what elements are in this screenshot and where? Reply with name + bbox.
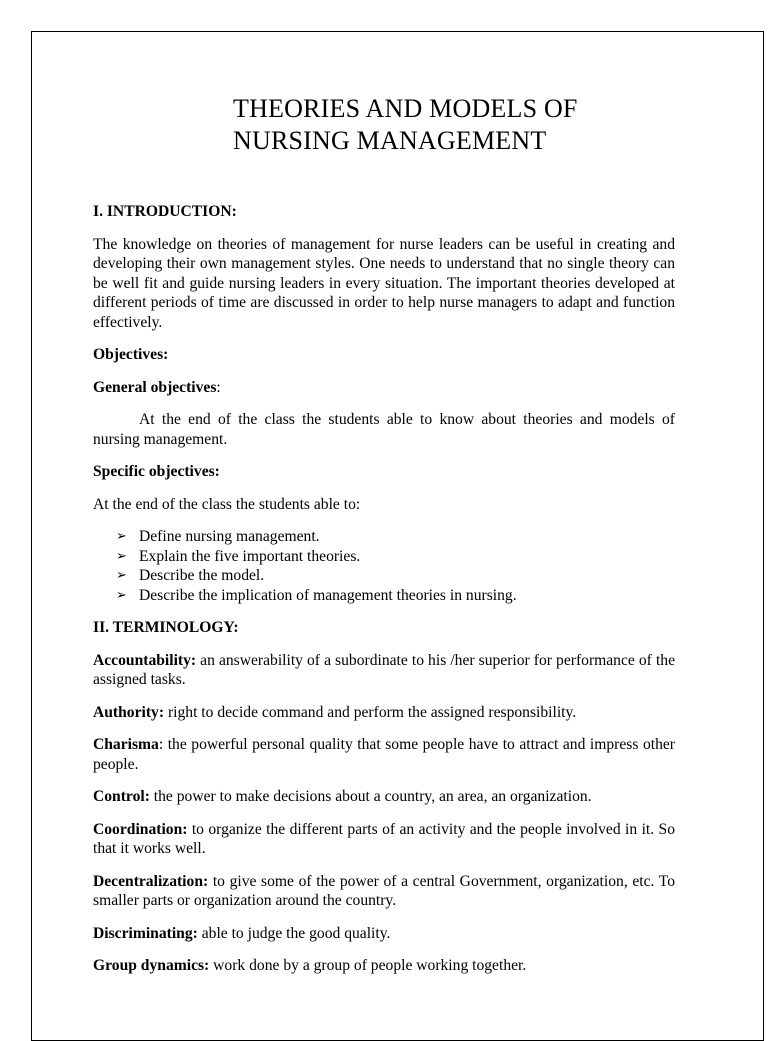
list-item-text: Explain the five important theories. [139,547,361,565]
term-entry [93,872,675,911]
arrowhead-bullet-icon: ➢ [116,529,127,544]
list-item [116,586,675,606]
list-item-text: Describe the implication of management theories in nursing. [139,586,517,604]
term-entry [93,651,675,690]
list-item-text: Describe the model. [139,567,265,584]
title-line-2: NURSING MANAGEMENT [233,126,547,155]
document-body [93,202,675,976]
title-line-1: THEORIES AND MODELS OF [233,94,578,123]
term-definition: : the powerful personal quality that some people have to attract and impress other people. [93,736,675,773]
page-title [233,93,693,157]
introduction-paragraph: The knowledge on theories of management for nurse leaders can be useful in creating and developing their own management styles. One needs to understand that no single theory can be well fit and guide nursing leaders in every situation. The important theories developed at different periods of time are discussed in order to help nurse managers to adapt and function effectively. [93,235,675,331]
general-objectives-colon: : [216,378,221,396]
term-label: Group dynamics: [93,957,210,974]
term-label: Discriminating: [93,924,198,942]
term-label: Charisma [93,736,159,753]
list-item [116,547,675,567]
term-label: Decentralization: [93,872,209,890]
term-definition: work done by a group of people working together. [209,957,527,974]
term-definition: to give some of the power of a central Government, organization, etc. To smaller parts or organization around the country. [93,872,675,909]
term-definition: to organize the different parts of an activity and the people involved in it. So that it works well. [93,820,675,857]
objectives-list [93,527,675,605]
terminology-heading: II. TERMINOLOGY: [93,619,239,636]
arrowhead-bullet-icon: ➢ [116,587,127,603]
general-objectives-text: At the end of the class the students able to know about theories and models of nursing management. [93,411,675,448]
term-label: Coordination: [93,820,188,838]
term-label: Accountability: [93,651,197,669]
term-entry [93,956,675,976]
term-label: Authority: [93,703,165,721]
term-definition: right to decide command and perform the assigned responsibility. [164,703,577,721]
term-entry [93,924,675,944]
list-item [116,527,675,547]
general-objectives-heading [93,378,675,398]
introduction-heading: I. INTRODUCTION: [93,203,237,220]
term-entry [93,820,675,859]
arrowhead-bullet-icon: ➢ [116,568,127,583]
arrowhead-bullet-icon: ➢ [116,548,127,564]
specific-objectives-heading: Specific objectives: [93,463,220,480]
term-entry [93,787,675,807]
term-entry [93,703,675,723]
term-entry [93,735,675,774]
term-definition: the power to make decisions about a country, an area, an organization. [149,788,592,805]
term-definition: an answerability of a subordinate to his /her superior for performance of the assigned tasks. [93,651,675,688]
specific-objectives-intro: At the end of the class the students able to: [93,495,361,513]
objectives-heading: Objectives: [93,346,169,363]
list-item [116,566,675,586]
term-label: Control: [93,788,150,805]
list-item-text: Define nursing management. [139,528,320,545]
general-objectives-label: General objectives [93,378,217,396]
term-definition: able to judge the good quality. [197,924,391,942]
